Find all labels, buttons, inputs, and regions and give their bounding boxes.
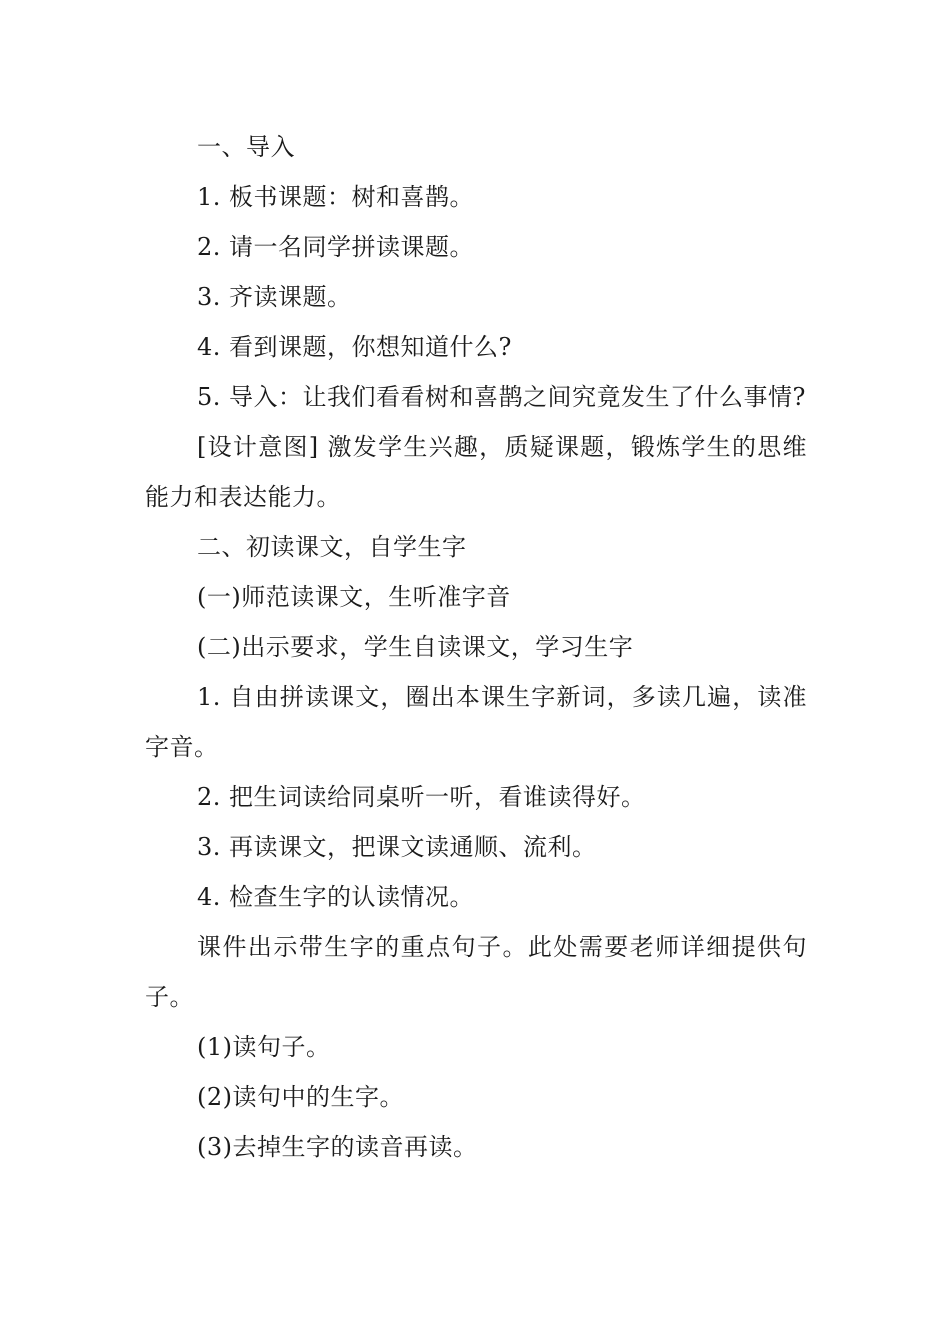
list-item: 3. 齐读课题。 <box>197 283 352 311</box>
design-intent-paragraph: [设计意图] 激发学生兴趣，质疑课题，锻炼学生的思维能力和表达能力。 <box>145 433 807 511</box>
section-heading-first-reading: 二、初读课文，自学生字 <box>197 533 467 561</box>
list-item: 1. 板书课题：树和喜鹊。 <box>197 183 475 211</box>
list-item: 2. 把生词读给同桌听一听，看谁读得好。 <box>197 783 646 811</box>
list-item: 3. 再读课文，把课文读通顺、流利。 <box>197 833 597 861</box>
list-item: (2)读句中的生字。 <box>197 1083 404 1111</box>
list-item: 5. 导入：让我们看看树和喜鹊之间究竟发生了什么事情? <box>197 383 806 411</box>
list-item: 1. 自由拼读课文，圈出本课生字新词，多读几遍，读准字音。 <box>145 683 807 761</box>
list-item: (3)去掉生字的读音再读。 <box>197 1133 478 1161</box>
document-body <box>145 122 807 1172</box>
subsection-heading: (一)师范读课文，生听准字音 <box>197 583 511 611</box>
list-item: 4. 检查生字的认读情况。 <box>197 883 475 911</box>
section-heading-intro: 一、导入 <box>197 133 295 161</box>
subsection-heading: (二)出示要求，学生自读课文，学习生字 <box>197 633 634 661</box>
body-paragraph: 课件出示带生字的重点句子。此处需要老师详细提供句子。 <box>145 933 807 1011</box>
list-item: (1)读句子。 <box>197 1033 331 1061</box>
list-item: 2. 请一名同学拼读课题。 <box>197 233 475 261</box>
list-item: 4. 看到课题，你想知道什么? <box>197 333 512 361</box>
